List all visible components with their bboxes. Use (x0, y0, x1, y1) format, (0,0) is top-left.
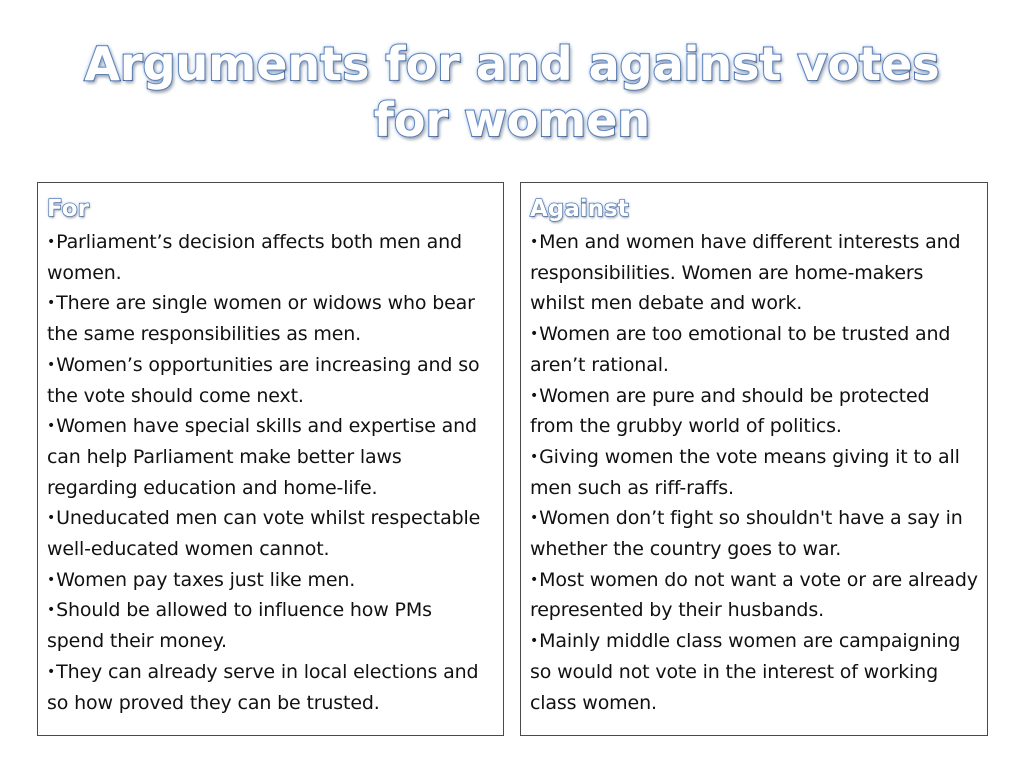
against-point: Women don’t fight so shouldn't have a say in whether the country goes to war. (530, 507, 963, 561)
bullet-icon: • (47, 418, 56, 435)
list-item (47, 288, 494, 349)
for-point: Uneducated men can vote whilst respectable well-educated women cannot. (47, 507, 481, 561)
bullet-icon: • (47, 295, 56, 312)
against-point: Most women do not want a vote or are already represented by their husbands. (530, 568, 978, 622)
list-item (530, 381, 978, 442)
list-item (47, 565, 494, 596)
list-item (530, 626, 978, 718)
list-item (47, 657, 494, 718)
bullet-icon: • (530, 387, 539, 404)
against-point: Mainly middle class women are campaigning so would not vote in the interest of working class women. (530, 630, 961, 714)
list-item (530, 227, 978, 319)
against-point: Men and women have different interests and responsibilities. Women are home-makers whilst men debate and work. (530, 231, 961, 315)
bullet-icon: • (47, 663, 56, 680)
list-item (47, 595, 494, 656)
list-item (47, 227, 494, 288)
list-item (530, 319, 978, 380)
slide-title: Arguments for and against votes for women (84, 37, 940, 147)
for-point: Women have special skills and expertise and can help Parliament make better laws regarding education and home-life. (47, 415, 477, 499)
bullet-icon: • (530, 633, 539, 650)
bullet-icon: • (47, 356, 56, 373)
bullet-icon: • (530, 571, 539, 588)
against-heading: Against (530, 196, 629, 222)
for-panel (37, 182, 504, 736)
against-point: Women are too emotional to be trusted and aren’t rational. (530, 323, 951, 376)
for-point: Women’s opportunities are increasing and so the vote should come next. (47, 353, 480, 407)
bullet-icon: • (47, 602, 56, 619)
bullet-icon: • (47, 571, 56, 588)
list-item (530, 442, 978, 503)
bullet-icon: • (47, 510, 56, 527)
list-item (47, 350, 494, 411)
list-item (47, 411, 494, 503)
for-list (47, 227, 494, 718)
for-point: There are single women or widows who bear the same responsibilities as men. (47, 292, 475, 346)
list-item (47, 503, 494, 564)
against-point: Giving women the vote means giving it to all men such as riff-raffs. (530, 445, 960, 499)
bullet-icon: • (530, 448, 539, 465)
against-point: Women are pure and should be protected from the grubby world of politics. (530, 384, 930, 438)
bullet-icon: • (530, 234, 539, 250)
bullet-icon: • (47, 234, 56, 250)
for-heading: For (47, 196, 89, 222)
for-point: Parliament’s decision affects both men and women. (47, 231, 462, 284)
list-item (530, 565, 978, 626)
bullet-icon: • (530, 326, 539, 343)
for-point: They can already serve in local elections and so how proved they can be trusted. (47, 660, 479, 714)
against-list (530, 227, 978, 718)
for-point: Should be allowed to influence how PMs spend their money. (47, 599, 432, 653)
list-item (530, 503, 978, 564)
for-point: Women pay taxes just like men. (56, 568, 356, 591)
against-panel (520, 182, 988, 736)
bullet-icon: • (530, 510, 539, 527)
